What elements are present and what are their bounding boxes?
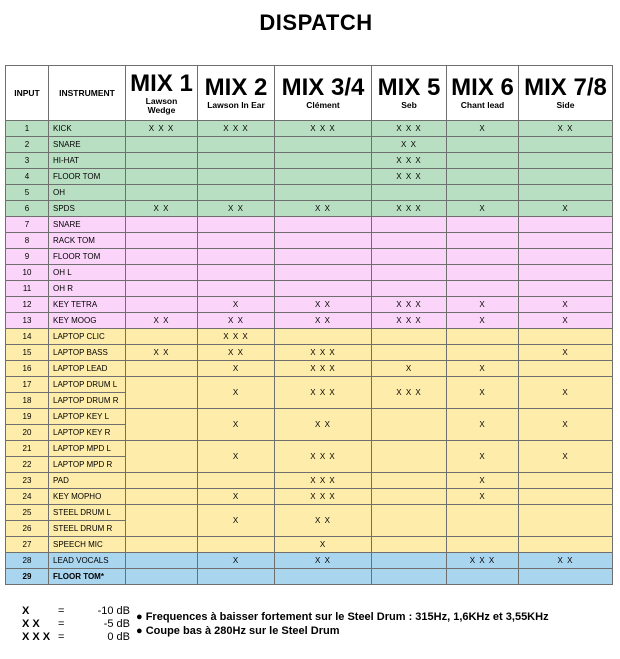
- send-level-cell: X X: [126, 201, 198, 217]
- send-level-cell: [372, 441, 447, 473]
- send-level-cell: [519, 233, 613, 249]
- send-level-cell: [126, 537, 198, 553]
- input-number: 21: [6, 441, 49, 457]
- send-level-cell: [198, 137, 275, 153]
- send-level-cell: X X: [372, 137, 447, 153]
- send-level-cell: [519, 153, 613, 169]
- send-level-cell: [198, 249, 275, 265]
- note-item: ● Coupe bas à 280Hz sur le Steel Drum: [136, 625, 340, 637]
- table-row: [6, 265, 613, 281]
- mix-destination: Side: [556, 100, 575, 111]
- send-level-cell: [126, 153, 198, 169]
- send-level-cell: [447, 281, 519, 297]
- send-level-cell: X X X: [372, 201, 447, 217]
- send-level-cell: X X X: [372, 297, 447, 313]
- instrument-name: KEY TETRA: [49, 297, 126, 313]
- send-level-cell: [447, 569, 519, 585]
- input-number: 25: [6, 505, 49, 521]
- send-level-cell: [519, 361, 613, 377]
- table-row: [6, 185, 613, 201]
- instrument-name: LAPTOP KEY R: [49, 425, 126, 441]
- send-level-cell: [372, 473, 447, 489]
- mix-name: MIX 7/8: [524, 74, 607, 102]
- send-level-cell: [126, 505, 198, 537]
- input-number: 14: [6, 329, 49, 345]
- send-level-cell: [447, 345, 519, 361]
- input-number: 6: [6, 201, 49, 217]
- send-level-cell: [519, 329, 613, 345]
- send-level-cell: [126, 329, 198, 345]
- send-level-cell: [198, 569, 275, 585]
- send-level-cell: [447, 137, 519, 153]
- send-level-cell: [126, 217, 198, 233]
- input-number: 28: [6, 553, 49, 569]
- send-level-cell: X: [447, 297, 519, 313]
- header-mix: [126, 66, 198, 121]
- input-number: 11: [6, 281, 49, 297]
- header-mix: [447, 66, 519, 121]
- legend-equals: =: [58, 605, 65, 617]
- instrument-name: LAPTOP LEAD: [49, 361, 126, 377]
- input-number: 13: [6, 313, 49, 329]
- send-level-cell: [372, 233, 447, 249]
- input-number: 20: [6, 425, 49, 441]
- table-row: [6, 361, 613, 377]
- input-number: 29: [6, 569, 49, 585]
- instrument-name: SPEECH MIC: [49, 537, 126, 553]
- note-item: ● Frequences à baisser fortement sur le Steel Drum : 315Hz, 1,6KHz et 3,55KHz: [136, 611, 549, 623]
- mix-name: MIX 6: [451, 74, 514, 102]
- mix-destination: Clément: [306, 100, 340, 111]
- send-level-cell: X: [198, 361, 275, 377]
- send-level-cell: X: [447, 377, 519, 409]
- send-level-cell: X: [519, 313, 613, 329]
- send-level-cell: [372, 185, 447, 201]
- send-level-cell: [372, 505, 447, 537]
- send-level-cell: [372, 537, 447, 553]
- send-level-cell: X: [447, 121, 519, 137]
- send-level-cell: [275, 185, 372, 201]
- send-level-cell: X X X: [372, 121, 447, 137]
- send-level-cell: [372, 265, 447, 281]
- legend-item: [22, 618, 130, 631]
- eq-notes: [136, 610, 549, 638]
- send-level-cell: X X: [275, 553, 372, 569]
- send-level-cell: X X X: [275, 473, 372, 489]
- send-level-cell: [198, 281, 275, 297]
- send-level-cell: X X X: [372, 313, 447, 329]
- send-level-cell: X: [447, 361, 519, 377]
- send-level-cell: [372, 489, 447, 505]
- input-number: 5: [6, 185, 49, 201]
- send-level-cell: X: [519, 377, 613, 409]
- instrument-name: KICK: [49, 121, 126, 137]
- send-level-cell: [372, 345, 447, 361]
- send-level-cell: X X X: [447, 553, 519, 569]
- send-level-cell: [126, 361, 198, 377]
- dispatch-table: [5, 65, 613, 585]
- header-mix: [275, 66, 372, 121]
- send-level-cell: [126, 473, 198, 489]
- send-level-cell: X X X: [275, 361, 372, 377]
- send-level-cell: [198, 233, 275, 249]
- send-level-cell: [198, 473, 275, 489]
- table-row: [6, 121, 613, 137]
- mix-destination: Seb: [401, 100, 417, 111]
- send-level-cell: [198, 153, 275, 169]
- send-level-cell: X X: [126, 345, 198, 361]
- send-level-cell: [126, 441, 198, 473]
- send-level-cell: [372, 329, 447, 345]
- table-row: [6, 489, 613, 505]
- instrument-name: LAPTOP DRUM L: [49, 377, 126, 393]
- send-level-cell: [126, 249, 198, 265]
- send-level-cell: [275, 233, 372, 249]
- send-level-cell: [372, 281, 447, 297]
- table-header-row: [6, 66, 613, 121]
- send-level-cell: [126, 297, 198, 313]
- table-row: [6, 473, 613, 489]
- header-mix: [519, 66, 613, 121]
- send-level-cell: X X: [275, 201, 372, 217]
- send-level-cell: X: [198, 489, 275, 505]
- send-level-cell: [126, 185, 198, 201]
- send-level-cell: [519, 473, 613, 489]
- send-level-cell: [519, 265, 613, 281]
- send-level-cell: X X X: [372, 377, 447, 409]
- table-row: [6, 441, 613, 457]
- send-level-cell: [519, 281, 613, 297]
- send-level-cell: X: [198, 441, 275, 473]
- send-level-cell: [198, 217, 275, 233]
- table-row: [6, 537, 613, 553]
- send-level-cell: X X: [275, 409, 372, 441]
- mix-name: MIX 5: [377, 74, 441, 102]
- instrument-name: LAPTOP BASS: [49, 345, 126, 361]
- send-level-cell: [447, 537, 519, 553]
- send-level-cell: X: [447, 313, 519, 329]
- send-level-cell: [198, 537, 275, 553]
- instrument-name: LAPTOP KEY L: [49, 409, 126, 425]
- send-level-cell: [126, 281, 198, 297]
- send-level-cell: X X: [275, 297, 372, 313]
- send-level-cell: [447, 233, 519, 249]
- send-level-cell: X: [198, 297, 275, 313]
- instrument-name: LAPTOP DRUM R: [49, 393, 126, 409]
- table-row: [6, 505, 613, 521]
- send-level-cell: X: [275, 537, 372, 553]
- send-level-cell: X X X: [198, 329, 275, 345]
- level-legend: [22, 605, 130, 644]
- send-level-cell: [519, 217, 613, 233]
- send-level-cell: X X X: [198, 121, 275, 137]
- send-level-cell: [447, 217, 519, 233]
- send-level-cell: X X: [198, 313, 275, 329]
- input-number: 24: [6, 489, 49, 505]
- table-row: [6, 153, 613, 169]
- legend-value: -10 dB: [97, 605, 130, 617]
- input-number: 19: [6, 409, 49, 425]
- instrument-name: FLOOR TOM: [49, 169, 126, 185]
- input-number: 4: [6, 169, 49, 185]
- legend-equals: =: [58, 618, 65, 630]
- table-row: [6, 409, 613, 425]
- legend-symbol: X X: [22, 618, 40, 630]
- send-level-cell: X: [198, 553, 275, 569]
- instrument-name: FLOOR TOM*: [49, 569, 126, 585]
- send-level-cell: [519, 537, 613, 553]
- instrument-name: LEAD VOCALS: [49, 553, 126, 569]
- table-row: [6, 377, 613, 393]
- table-row: [6, 137, 613, 153]
- instrument-name: LAPTOP MPD L: [49, 441, 126, 457]
- send-level-cell: [198, 185, 275, 201]
- send-level-cell: X: [447, 201, 519, 217]
- table-row: [6, 217, 613, 233]
- header-mix: [372, 66, 447, 121]
- send-level-cell: [275, 569, 372, 585]
- send-level-cell: [519, 169, 613, 185]
- send-level-cell: X X X: [275, 121, 372, 137]
- mix-name: MIX 3/4: [281, 74, 365, 102]
- instrument-name: SNARE: [49, 217, 126, 233]
- send-level-cell: [126, 137, 198, 153]
- send-level-cell: X X X: [275, 489, 372, 505]
- send-level-cell: [126, 169, 198, 185]
- send-level-cell: [126, 377, 198, 409]
- send-level-cell: [447, 153, 519, 169]
- send-level-cell: [275, 329, 372, 345]
- input-number: 8: [6, 233, 49, 249]
- send-level-cell: [126, 553, 198, 569]
- table-row: [6, 201, 613, 217]
- send-level-cell: X: [447, 473, 519, 489]
- table-row: [6, 345, 613, 361]
- page-title: DISPATCH: [259, 10, 373, 35]
- input-number: 10: [6, 265, 49, 281]
- instrument-name: HI-HAT: [49, 153, 126, 169]
- send-level-cell: [275, 265, 372, 281]
- input-number: 26: [6, 521, 49, 537]
- input-number: 22: [6, 457, 49, 473]
- input-number: 2: [6, 137, 49, 153]
- legend-item: [22, 631, 130, 644]
- legend-value: 0 dB: [107, 631, 130, 643]
- send-level-cell: X: [519, 201, 613, 217]
- send-level-cell: [372, 249, 447, 265]
- table-row: [6, 313, 613, 329]
- send-level-cell: [519, 137, 613, 153]
- send-level-cell: [519, 249, 613, 265]
- send-level-cell: [447, 329, 519, 345]
- send-level-cell: [275, 217, 372, 233]
- send-level-cell: X X X: [275, 345, 372, 361]
- send-level-cell: [275, 169, 372, 185]
- send-level-cell: [198, 169, 275, 185]
- send-level-cell: [126, 265, 198, 281]
- instrument-name: KEY MOOG: [49, 313, 126, 329]
- table-body: [6, 121, 613, 585]
- header-mix: [198, 66, 275, 121]
- send-level-cell: X X: [126, 313, 198, 329]
- table-row: [6, 553, 613, 569]
- send-level-cell: [372, 569, 447, 585]
- instrument-name: OH R: [49, 281, 126, 297]
- send-level-cell: X: [198, 377, 275, 409]
- send-level-cell: [447, 505, 519, 537]
- send-level-cell: [126, 409, 198, 441]
- send-level-cell: X X: [275, 505, 372, 537]
- send-level-cell: [275, 249, 372, 265]
- mix-name: MIX 1: [130, 70, 193, 97]
- instrument-name: RACK TOM: [49, 233, 126, 249]
- instrument-name: OH: [49, 185, 126, 201]
- legend-item: [22, 605, 130, 618]
- send-level-cell: X: [198, 505, 275, 537]
- instrument-name: OH L: [49, 265, 126, 281]
- instrument-name: STEEL DRUM L: [49, 505, 126, 521]
- table-row: [6, 281, 613, 297]
- send-level-cell: X: [519, 441, 613, 473]
- send-level-cell: X: [519, 409, 613, 441]
- send-level-cell: X X: [519, 121, 613, 137]
- instrument-name: SPDS: [49, 201, 126, 217]
- send-level-cell: X X X: [126, 121, 198, 137]
- send-level-cell: [275, 281, 372, 297]
- send-level-cell: X X X: [372, 153, 447, 169]
- send-level-cell: X X X: [372, 169, 447, 185]
- send-level-cell: X: [447, 409, 519, 441]
- mix-destination: Lawson In Ear: [207, 100, 265, 111]
- input-number: 18: [6, 393, 49, 409]
- input-number: 3: [6, 153, 49, 169]
- send-level-cell: X: [519, 297, 613, 313]
- send-level-cell: X: [447, 489, 519, 505]
- header-instrument: INSTRUMENT: [49, 66, 126, 121]
- table-row: [6, 569, 613, 585]
- send-level-cell: [447, 249, 519, 265]
- mix-name: MIX 2: [204, 74, 268, 102]
- send-level-cell: X X X: [275, 441, 372, 473]
- send-level-cell: [372, 217, 447, 233]
- send-level-cell: [519, 489, 613, 505]
- input-number: 9: [6, 249, 49, 265]
- header-input: INPUT: [6, 66, 49, 121]
- send-level-cell: X: [198, 409, 275, 441]
- send-level-cell: [519, 505, 613, 537]
- legend-equals: =: [58, 631, 65, 643]
- send-level-cell: [447, 169, 519, 185]
- instrument-name: SNARE: [49, 137, 126, 153]
- send-level-cell: [372, 553, 447, 569]
- table-row: [6, 249, 613, 265]
- input-number: 16: [6, 361, 49, 377]
- send-level-cell: [372, 409, 447, 441]
- input-number: 15: [6, 345, 49, 361]
- send-level-cell: [126, 233, 198, 249]
- send-level-cell: X: [519, 345, 613, 361]
- instrument-name: LAPTOP MPD R: [49, 457, 126, 473]
- send-level-cell: [275, 153, 372, 169]
- send-level-cell: X X X: [275, 377, 372, 409]
- input-number: 27: [6, 537, 49, 553]
- legend-symbol: X X X: [22, 631, 51, 643]
- send-level-cell: [275, 137, 372, 153]
- input-number: 12: [6, 297, 49, 313]
- input-number: 1: [6, 121, 49, 137]
- send-level-cell: [126, 569, 198, 585]
- send-level-cell: X X: [275, 313, 372, 329]
- mix-destination: Lawson Wedge: [145, 96, 178, 115]
- instrument-name: FLOOR TOM: [49, 249, 126, 265]
- send-level-cell: X: [372, 361, 447, 377]
- send-level-cell: [198, 265, 275, 281]
- input-number: 23: [6, 473, 49, 489]
- send-level-cell: X X: [198, 345, 275, 361]
- input-number: 7: [6, 217, 49, 233]
- mix-destination: Chant lead: [460, 100, 505, 111]
- table-row: [6, 329, 613, 345]
- instrument-name: KEY MOPHO: [49, 489, 126, 505]
- instrument-name: LAPTOP CLIC: [49, 329, 126, 345]
- send-level-cell: X: [447, 441, 519, 473]
- send-level-cell: [126, 489, 198, 505]
- send-level-cell: [447, 185, 519, 201]
- instrument-name: STEEL DRUM R: [49, 521, 126, 537]
- send-level-cell: X X: [519, 553, 613, 569]
- legend-value: -5 dB: [103, 618, 130, 630]
- table-row: [6, 233, 613, 249]
- send-level-cell: [519, 569, 613, 585]
- legend-symbol: X: [22, 605, 30, 617]
- table-row: [6, 297, 613, 313]
- send-level-cell: [447, 265, 519, 281]
- send-level-cell: [519, 185, 613, 201]
- instrument-name: PAD: [49, 473, 126, 489]
- input-number: 17: [6, 377, 49, 393]
- send-level-cell: X X: [198, 201, 275, 217]
- table-row: [6, 169, 613, 185]
